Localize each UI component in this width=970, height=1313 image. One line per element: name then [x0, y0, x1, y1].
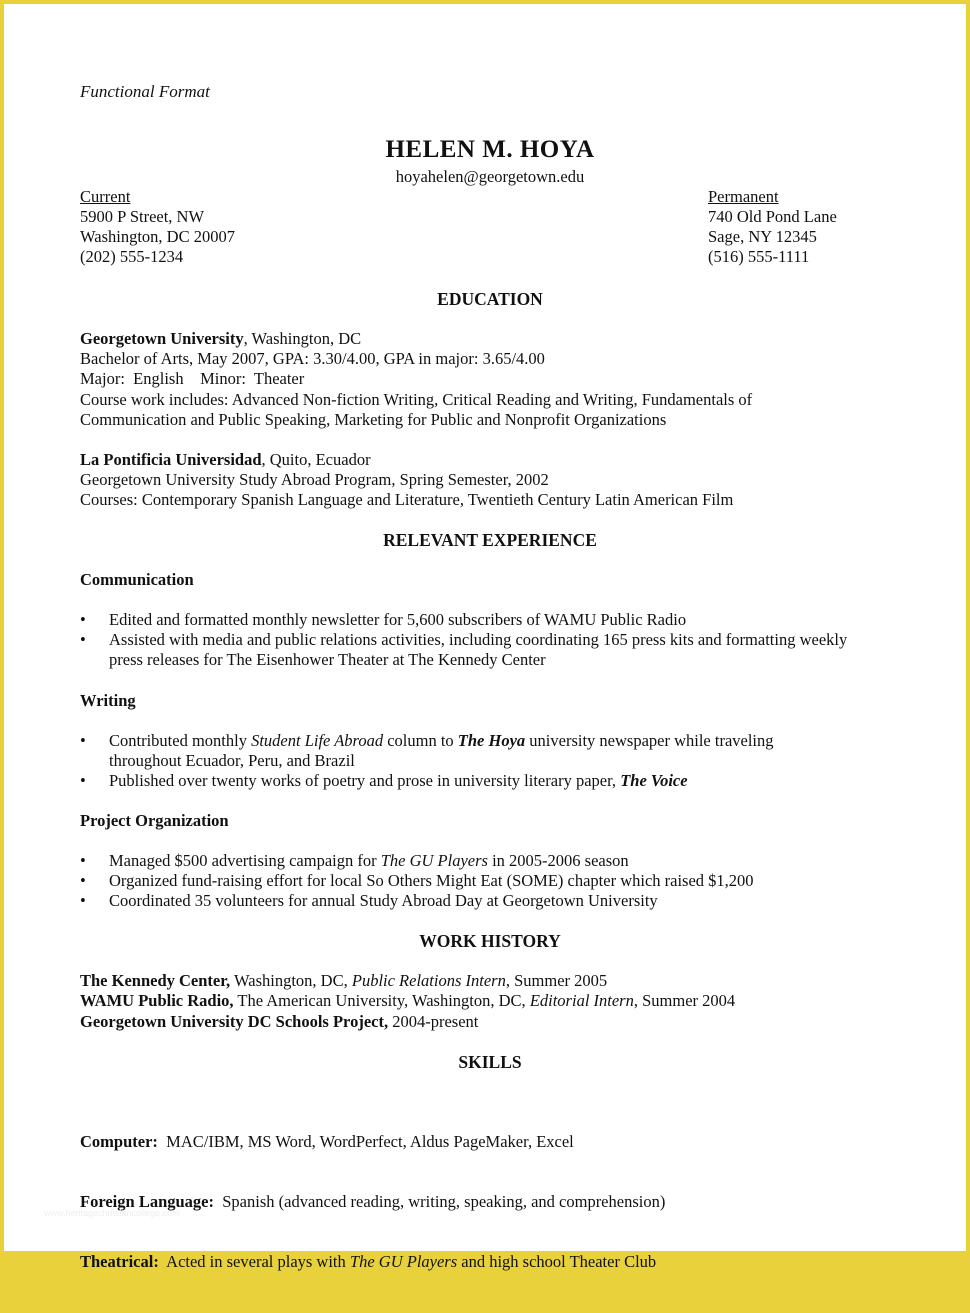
writing-heading: Writing: [80, 690, 136, 710]
applicant-email: hoyahelen@georgetown.edu: [395, 167, 585, 187]
degree-line: Bachelor of Arts, May 2007, GPA: 3.30/4.00, GPA in major: 3.65/4.00: [80, 349, 545, 369]
job-location: The American University, Washington, DC,: [233, 991, 530, 1011]
coursework-line: Communication and Public Speaking, Marketing for Public and Nonprofit Organizations: [80, 409, 667, 429]
group-title: The GU Players: [380, 850, 488, 870]
job-location: Washington, DC,: [230, 971, 352, 991]
skill-label: Computer:: [80, 1131, 158, 1151]
job-date: , Summer 2005: [505, 971, 608, 991]
job-line: [80, 1012, 900, 1032]
project-list: [80, 851, 900, 911]
paper-title: The Voice: [620, 770, 688, 790]
work-history-list: [80, 971, 900, 1031]
current-address-line2: Washington, DC 20007: [80, 227, 235, 247]
list-item: • Organized fund-raising effort for local So Others Might Eat (SOME) chapter which raised $1,200: [80, 871, 900, 891]
resume-document: [80, 82, 900, 1313]
list-item-text: press releases for The Eisenhower Theater at The Kennedy Center: [109, 650, 546, 670]
skill-line: [80, 1132, 900, 1152]
list-item-text: in 2005-2006 season: [487, 850, 629, 870]
education-heading: EDUCATION: [437, 289, 543, 310]
work-history-heading: WORK HISTORY: [419, 931, 561, 952]
job-line: [80, 991, 900, 1011]
job-date: 2004-present: [388, 1011, 479, 1031]
list-item-text: throughout Ecuador, Peru, and Brazil: [109, 750, 355, 770]
job-role: Editorial Intern: [529, 991, 634, 1011]
job-org: Georgetown University DC Schools Project,: [80, 1011, 389, 1031]
format-label: Functional Format: [80, 82, 210, 101]
job-date: , Summer 2004: [633, 991, 736, 1011]
current-phone: (202) 555-1234: [80, 247, 184, 267]
skill-value: MAC/IBM, MS Word, WordPerfect, Aldus PageMaker, Excel: [157, 1131, 574, 1151]
permanent-address: [708, 187, 837, 267]
program-line: Georgetown University Study Abroad Program, Spring Semester, 2002: [80, 469, 549, 489]
current-address: [80, 187, 235, 267]
communication-list: [80, 610, 900, 670]
list-item-text: column to: [383, 730, 458, 750]
permanent-address-label: Permanent: [708, 187, 779, 207]
writing-list: [80, 731, 900, 791]
skill-value: Spanish (advanced reading, writing, speaking, and comprehension): [214, 1192, 666, 1212]
applicant-name: HELEN M. HOYA: [385, 136, 595, 164]
list-item: [80, 771, 900, 791]
skills-heading: SKILLS: [458, 1051, 522, 1072]
address-block: [80, 187, 900, 269]
list-item-text: Published over twenty works of poetry and prose in university literary paper,: [109, 770, 621, 790]
major-minor-line: Major: English Minor: Theater: [80, 369, 305, 389]
coursework-line: Course work includes: Advanced Non-fiction Writing, Critical Reading and Writing, Fundamentals of: [80, 389, 753, 409]
skill-line: [80, 1252, 900, 1272]
permanent-address-line2: Sage, NY 12345: [708, 227, 817, 247]
project-heading: Project Organization: [80, 810, 229, 830]
column-title: Student Life Abroad: [251, 730, 384, 750]
communication-heading: Communication: [80, 570, 194, 590]
school-name: Georgetown University: [80, 329, 244, 349]
list-item-text: Managed $500 advertising campaign for: [109, 850, 381, 870]
job-line: [80, 971, 900, 991]
courses-line: Courses: Contemporary Spanish Language and Literature, Twentieth Century Latin American Film: [80, 489, 734, 509]
job-role: Public Relations Intern: [351, 971, 506, 991]
school-location: , Quito, Ecuador: [261, 449, 371, 469]
list-item-text: Assisted with media and public relations activities, including coordinating 165 press kits and formatting weekly: [109, 630, 848, 650]
school-location: , Washington, DC: [243, 329, 362, 349]
list-item: [80, 731, 900, 771]
job-org: WAMU Public Radio,: [80, 991, 234, 1011]
skill-value: and high school Theater Club: [457, 1252, 657, 1272]
current-address-label: Current: [80, 187, 131, 207]
newspaper-title: The Hoya: [457, 730, 526, 750]
list-item: • Edited and formatted monthly newsletter for 5,600 subscribers of WAMU Public Radio: [80, 610, 900, 630]
job-org: The Kennedy Center,: [80, 971, 231, 991]
group-title: The GU Players: [349, 1252, 458, 1272]
experience-heading: RELEVANT EXPERIENCE: [383, 530, 597, 551]
education-entry-georgetown: [80, 329, 900, 429]
list-item: [80, 851, 900, 871]
skill-label: Foreign Language:: [80, 1192, 214, 1212]
education-entry-pontificia: [80, 450, 900, 510]
list-item: [80, 630, 900, 670]
list-item: • Coordinated 35 volunteers for annual Study Abroad Day at Georgetown University: [80, 891, 900, 911]
current-address-line1: 5900 P Street, NW: [80, 207, 205, 227]
skill-value: Acted in several plays with: [158, 1252, 350, 1272]
school-line: [80, 329, 900, 349]
resume-page: [4, 4, 966, 1272]
list-item-text: university newspaper while traveling: [525, 730, 774, 750]
skills-list: [80, 1092, 900, 1313]
permanent-address-line1: 740 Old Pond Lane: [708, 207, 837, 227]
skill-label: Theatrical:: [80, 1252, 159, 1272]
school-line: [80, 450, 900, 470]
skill-line: [80, 1192, 900, 1212]
school-name: La Pontificia Universidad: [80, 449, 262, 469]
list-item-text: Contributed monthly: [109, 730, 252, 750]
permanent-phone: (516) 555-1111: [708, 247, 810, 267]
watermark: www.heritagechristiancollege.com: [44, 1208, 180, 1218]
